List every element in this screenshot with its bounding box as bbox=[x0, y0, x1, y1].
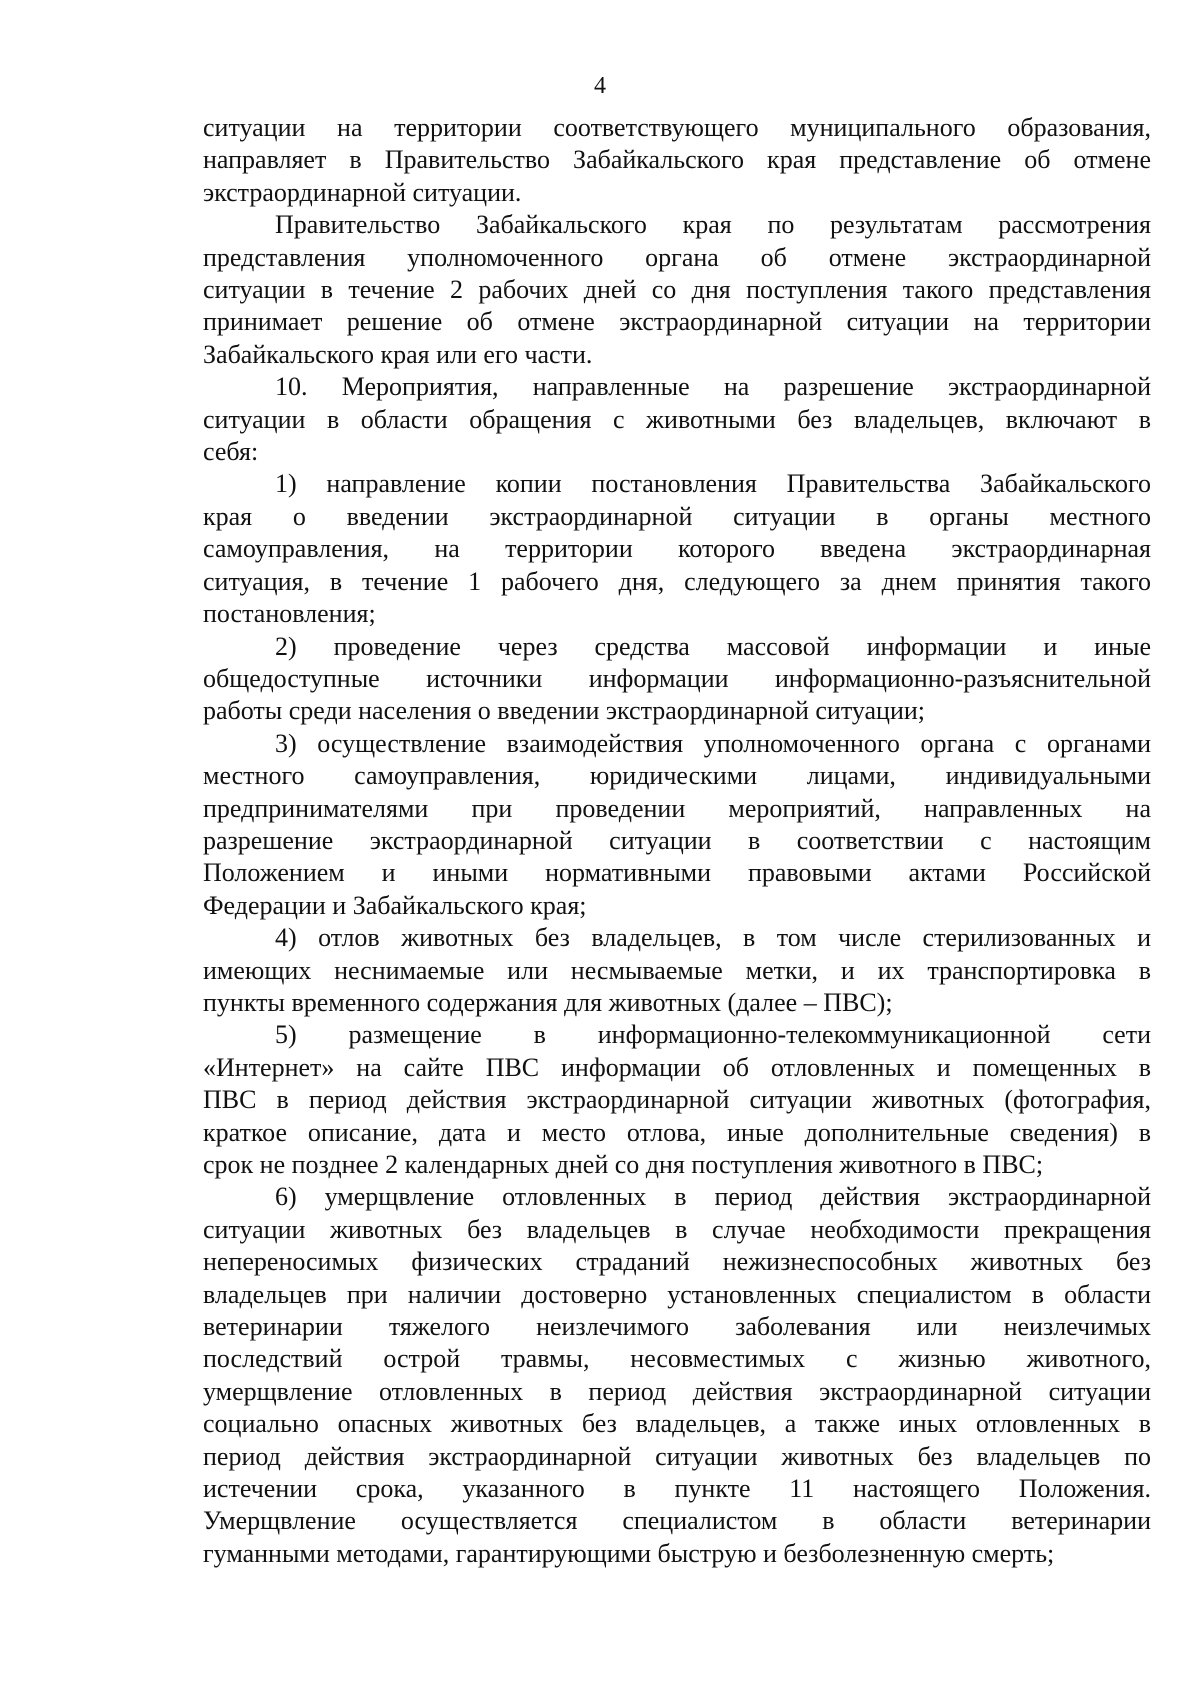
paragraph bbox=[203, 922, 1151, 1019]
paragraph bbox=[203, 468, 1151, 630]
text-line: ситуации на территории соответствующего муниципального образования, bbox=[203, 113, 1151, 142]
text-line: последствий острой травмы, несовместимых с жизнью животного, bbox=[203, 1344, 1151, 1374]
text-line: ситуации в области обращения с животными без владельцев, включают в bbox=[203, 404, 1151, 434]
text-line: разрешение экстраординарной ситуации в соответствии с настоящим bbox=[203, 825, 1151, 855]
text-line: умерщвление отловленных в период действия экстраординарной ситуации bbox=[203, 1376, 1151, 1406]
text-line: «Интернет» на сайте ПВС информации об отловленных и помещенных в bbox=[203, 1052, 1151, 1082]
text-line: ветеринарии тяжелого неизлечимого заболевания или неизлечимых bbox=[203, 1312, 1151, 1342]
text-line: экстраординарной ситуации. bbox=[203, 177, 522, 207]
text-line: имеющих неснимаемые или несмываемые метки, и их транспортировка в bbox=[203, 955, 1151, 985]
text-line: себя: bbox=[203, 437, 259, 467]
text-line: Федерации и Забайкальского края; bbox=[203, 890, 587, 920]
paragraph bbox=[203, 209, 1151, 371]
text-line: предпринимателями при проведении мероприятий, направленных на bbox=[203, 793, 1151, 823]
page-number: 4 bbox=[594, 73, 606, 99]
text-line: социально опасных животных без владельцев, а также иных отловленных в bbox=[203, 1409, 1151, 1439]
text-line: срок не позднее 2 календарных дней со дня поступления животного в ПВС; bbox=[203, 1150, 1044, 1179]
text-line: направляет в Правительство Забайкальского края представление об отмене bbox=[203, 145, 1151, 175]
text-line: Забайкальского края или его части. bbox=[203, 339, 593, 369]
text-line: ПВС в период действия экстраординарной ситуации животных (фотография, bbox=[203, 1085, 1151, 1115]
text-line: 6) умерщвление отловленных в период действия экстраординарной bbox=[275, 1182, 1151, 1212]
text-line: Умерщвление осуществляется специалистом в области ветеринарии bbox=[203, 1506, 1151, 1536]
text-line: принимает решение об отмене экстраординарной ситуации на территории bbox=[203, 307, 1151, 337]
text-line: местного самоуправления, юридическими лицами, индивидуальными bbox=[203, 761, 1151, 791]
text-line: пункты временного содержания для животных (далее – ПВС); bbox=[203, 987, 893, 1017]
text-line: ситуации в течение 2 рабочих дней со дня поступления такого представления bbox=[203, 275, 1151, 305]
text-line: гуманными методами, гарантирующими быструю и безболезненную смерть; bbox=[203, 1538, 1055, 1568]
text-line: работы среди населения о введении экстраординарной ситуации; bbox=[203, 696, 926, 726]
text-line: Правительство Забайкальского края по результатам рассмотрения bbox=[275, 210, 1151, 240]
text-line: представления уполномоченного органа об отмене экстраординарной bbox=[203, 242, 1151, 272]
text-line: истечении срока, указанного в пункте 11 настоящего Положения. bbox=[203, 1474, 1151, 1504]
document-body bbox=[203, 112, 1151, 1570]
paragraph bbox=[203, 631, 1151, 728]
text-line: 2) проведение через средства массовой информации и иные bbox=[275, 631, 1151, 661]
text-line: 1) направление копии постановления Правительства Забайкальского bbox=[275, 469, 1151, 499]
text-line: 3) осуществление взаимодействия уполномоченного органа с органами bbox=[275, 728, 1151, 758]
text-line: края о введении экстраординарной ситуации в органы местного bbox=[203, 501, 1151, 531]
paragraph bbox=[203, 371, 1151, 468]
text-line: краткое описание, дата и место отлова, иные дополнительные сведения) в bbox=[203, 1117, 1151, 1147]
text-line: постановления; bbox=[203, 599, 376, 629]
text-line: ситуации животных без владельцев в случае необходимости прекращения bbox=[203, 1214, 1151, 1244]
paragraph bbox=[203, 1019, 1151, 1181]
text-line: непереносимых физических страданий нежизнеспособных животных без bbox=[203, 1247, 1151, 1277]
text-line: период действия экстраординарной ситуации животных без владельцев по bbox=[203, 1441, 1151, 1471]
text-line: 5) размещение в информационно-телекоммуникационной сети bbox=[275, 1020, 1151, 1050]
text-line: ситуация, в течение 1 рабочего дня, следующего за днем принятия такого bbox=[203, 566, 1151, 596]
text-line: 4) отлов животных без владельцев, в том числе стерилизованных и bbox=[275, 923, 1151, 953]
text-line: общедоступные источники информации информационно-разъяснительной bbox=[203, 663, 1151, 693]
text-line: 10. Мероприятия, направленные на разрешение экстраординарной bbox=[275, 372, 1151, 402]
text-line: владельцев при наличии достоверно установленных специалистом в области bbox=[203, 1279, 1151, 1309]
paragraph bbox=[203, 112, 1151, 209]
paragraph bbox=[203, 728, 1151, 922]
text-line: Положением и иными нормативными правовыми актами Российской bbox=[203, 858, 1151, 888]
text-line: самоуправления, на территории которого введена экстраординарная bbox=[203, 534, 1151, 564]
paragraph bbox=[203, 1181, 1151, 1570]
